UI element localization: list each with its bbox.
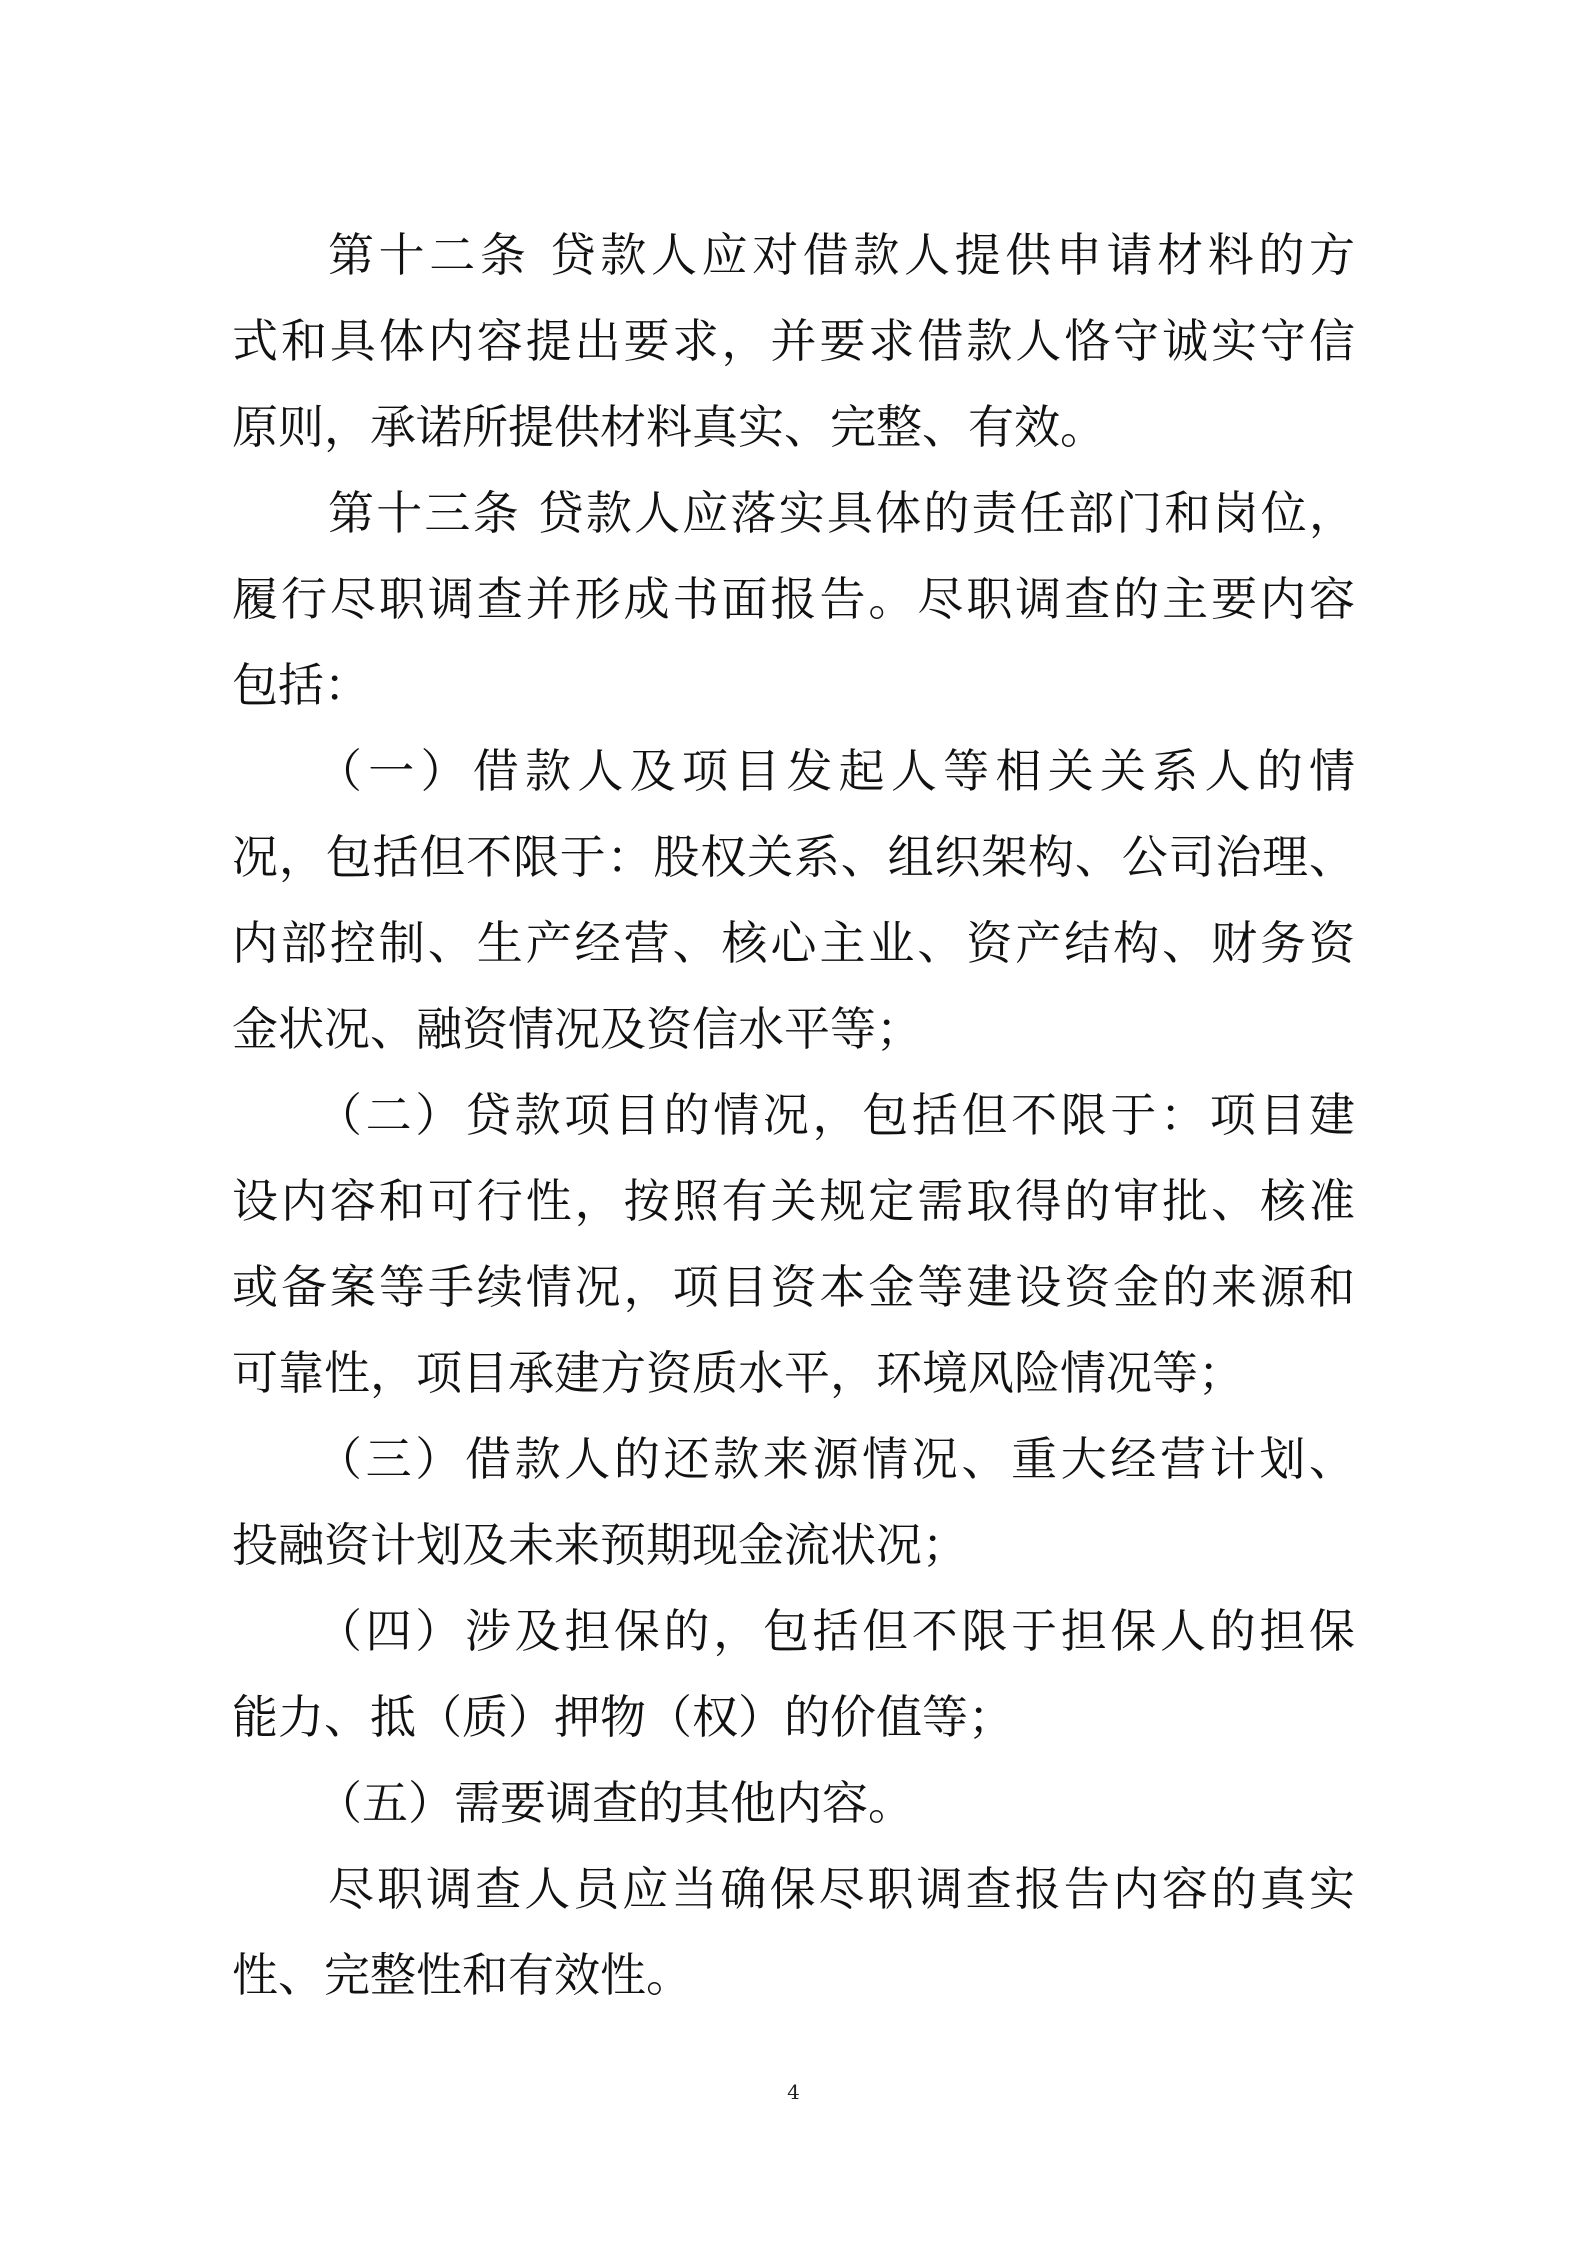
text-line: 内部控制、生产经营、核心主业、资产结构、财务资 — [232, 916, 1355, 970]
item-1-paragraph — [232, 728, 1355, 1072]
text-line: 况，包括但不限于：股权关系、组织架构、公司治理、 — [232, 830, 1355, 884]
closing-paragraph — [232, 1846, 1355, 2018]
page-number: 4 — [787, 2080, 800, 2104]
text-line: 履行尽职调查并形成书面报告。尽职调查的主要内容 — [232, 572, 1355, 626]
item-4-paragraph — [232, 1588, 1355, 1760]
text-line: （四）涉及担保的，包括但不限于担保人的担保 — [316, 1604, 1355, 1658]
text-line: 尽职调查人员应当确保尽职调查报告内容的真实 — [328, 1862, 1355, 1916]
text-line: （三）借款人的还款来源情况、重大经营计划、 — [316, 1432, 1355, 1486]
text-line: 投融资计划及未来预期现金流状况； — [232, 1518, 968, 1572]
text-line: 第十二条 贷款人应对借款人提供申请材料的方 — [328, 228, 1355, 282]
text-line: 包括： — [232, 658, 370, 712]
item-3-paragraph — [232, 1416, 1355, 1588]
text-line: 设内容和可行性，按照有关规定需取得的审批、核准 — [232, 1174, 1355, 1228]
text-line: （一）借款人及项目发起人等相关关系人的情 — [316, 744, 1355, 798]
article-12-paragraph — [232, 212, 1355, 470]
text-line: 原则，承诺所提供材料真实、完整、有效。 — [232, 400, 1106, 454]
document-body — [232, 212, 1355, 2018]
text-line: 或备案等手续情况，项目资本金等建设资金的来源和 — [232, 1260, 1355, 1314]
text-line: 第十三条 贷款人应落实具体的责任部门和岗位， — [328, 486, 1355, 540]
text-line: 性、完整性和有效性。 — [232, 1948, 692, 2002]
text-line: （五）需要调查的其他内容。 — [316, 1776, 914, 1830]
text-line: （二）贷款项目的情况，包括但不限于：项目建 — [316, 1088, 1355, 1142]
item-5-paragraph — [232, 1760, 1355, 1846]
text-line: 式和具体内容提出要求，并要求借款人恪守诚实守信 — [232, 314, 1355, 368]
text-line: 能力、抵（质）押物（权）的价值等； — [232, 1690, 1014, 1744]
article-13-paragraph — [232, 470, 1355, 728]
text-line: 可靠性，项目承建方资质水平，环境风险情况等； — [232, 1346, 1244, 1400]
text-line: 金状况、融资情况及资信水平等； — [232, 1002, 922, 1056]
item-2-paragraph — [232, 1072, 1355, 1416]
